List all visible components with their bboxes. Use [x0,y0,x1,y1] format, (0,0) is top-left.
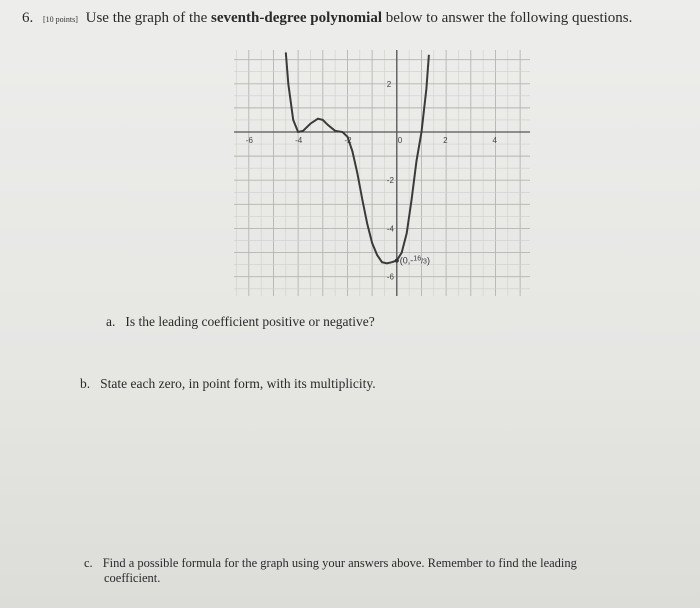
y-tick-label: -4 [386,224,394,234]
grid [234,50,530,296]
x-tick-label: 4 [492,136,497,145]
x-tick-label: 0 [397,136,403,145]
axes [234,50,530,296]
point-label-suffix: ) [426,255,430,266]
part-a-letter: a. [106,314,116,329]
x-tick-label: 2 [443,136,448,145]
point-label-prefix: (0,- [399,255,414,266]
part-a-text: Is the leading coefficient positive or negative? [125,314,375,329]
labeled-point-marker [395,259,399,263]
question-bold-text: seventh-degree polynomial [211,10,382,26]
part-b-text: State each zero, in point form, with its multiplicity. [100,376,376,391]
part-c-text-line2: coefficient. [104,571,161,585]
x-tick-label: -4 [295,136,303,145]
part-c [84,556,577,586]
point-label [400,256,430,266]
graph-svg [234,50,530,296]
part-b [80,376,376,392]
y-tick-label: 2 [386,79,392,89]
x-tick-label: -6 [245,136,253,145]
y-tick-label: -2 [386,176,394,186]
part-a [106,314,375,330]
point-label-fraction-bar: / [421,258,424,266]
part-c-letter: c. [84,556,93,570]
question-header [22,10,692,27]
question-points: [10 points] [43,15,78,24]
y-tick-label: -6 [386,272,394,282]
polynomial-graph [234,50,530,296]
x-tick-label: -2 [344,136,352,145]
question-text-before: Use the graph of the [85,10,208,26]
question-number: 6. [22,10,34,26]
point-label-denominator: 3 [423,258,427,266]
question-text-after: below to answer the following questions. [385,10,633,26]
tick-labels [246,80,498,282]
point-label-numerator: 16 [413,255,422,263]
part-c-text: Find a possible formula for the graph using your answers above. Remember to find the leading [102,556,577,570]
part-b-letter: b. [80,376,91,391]
